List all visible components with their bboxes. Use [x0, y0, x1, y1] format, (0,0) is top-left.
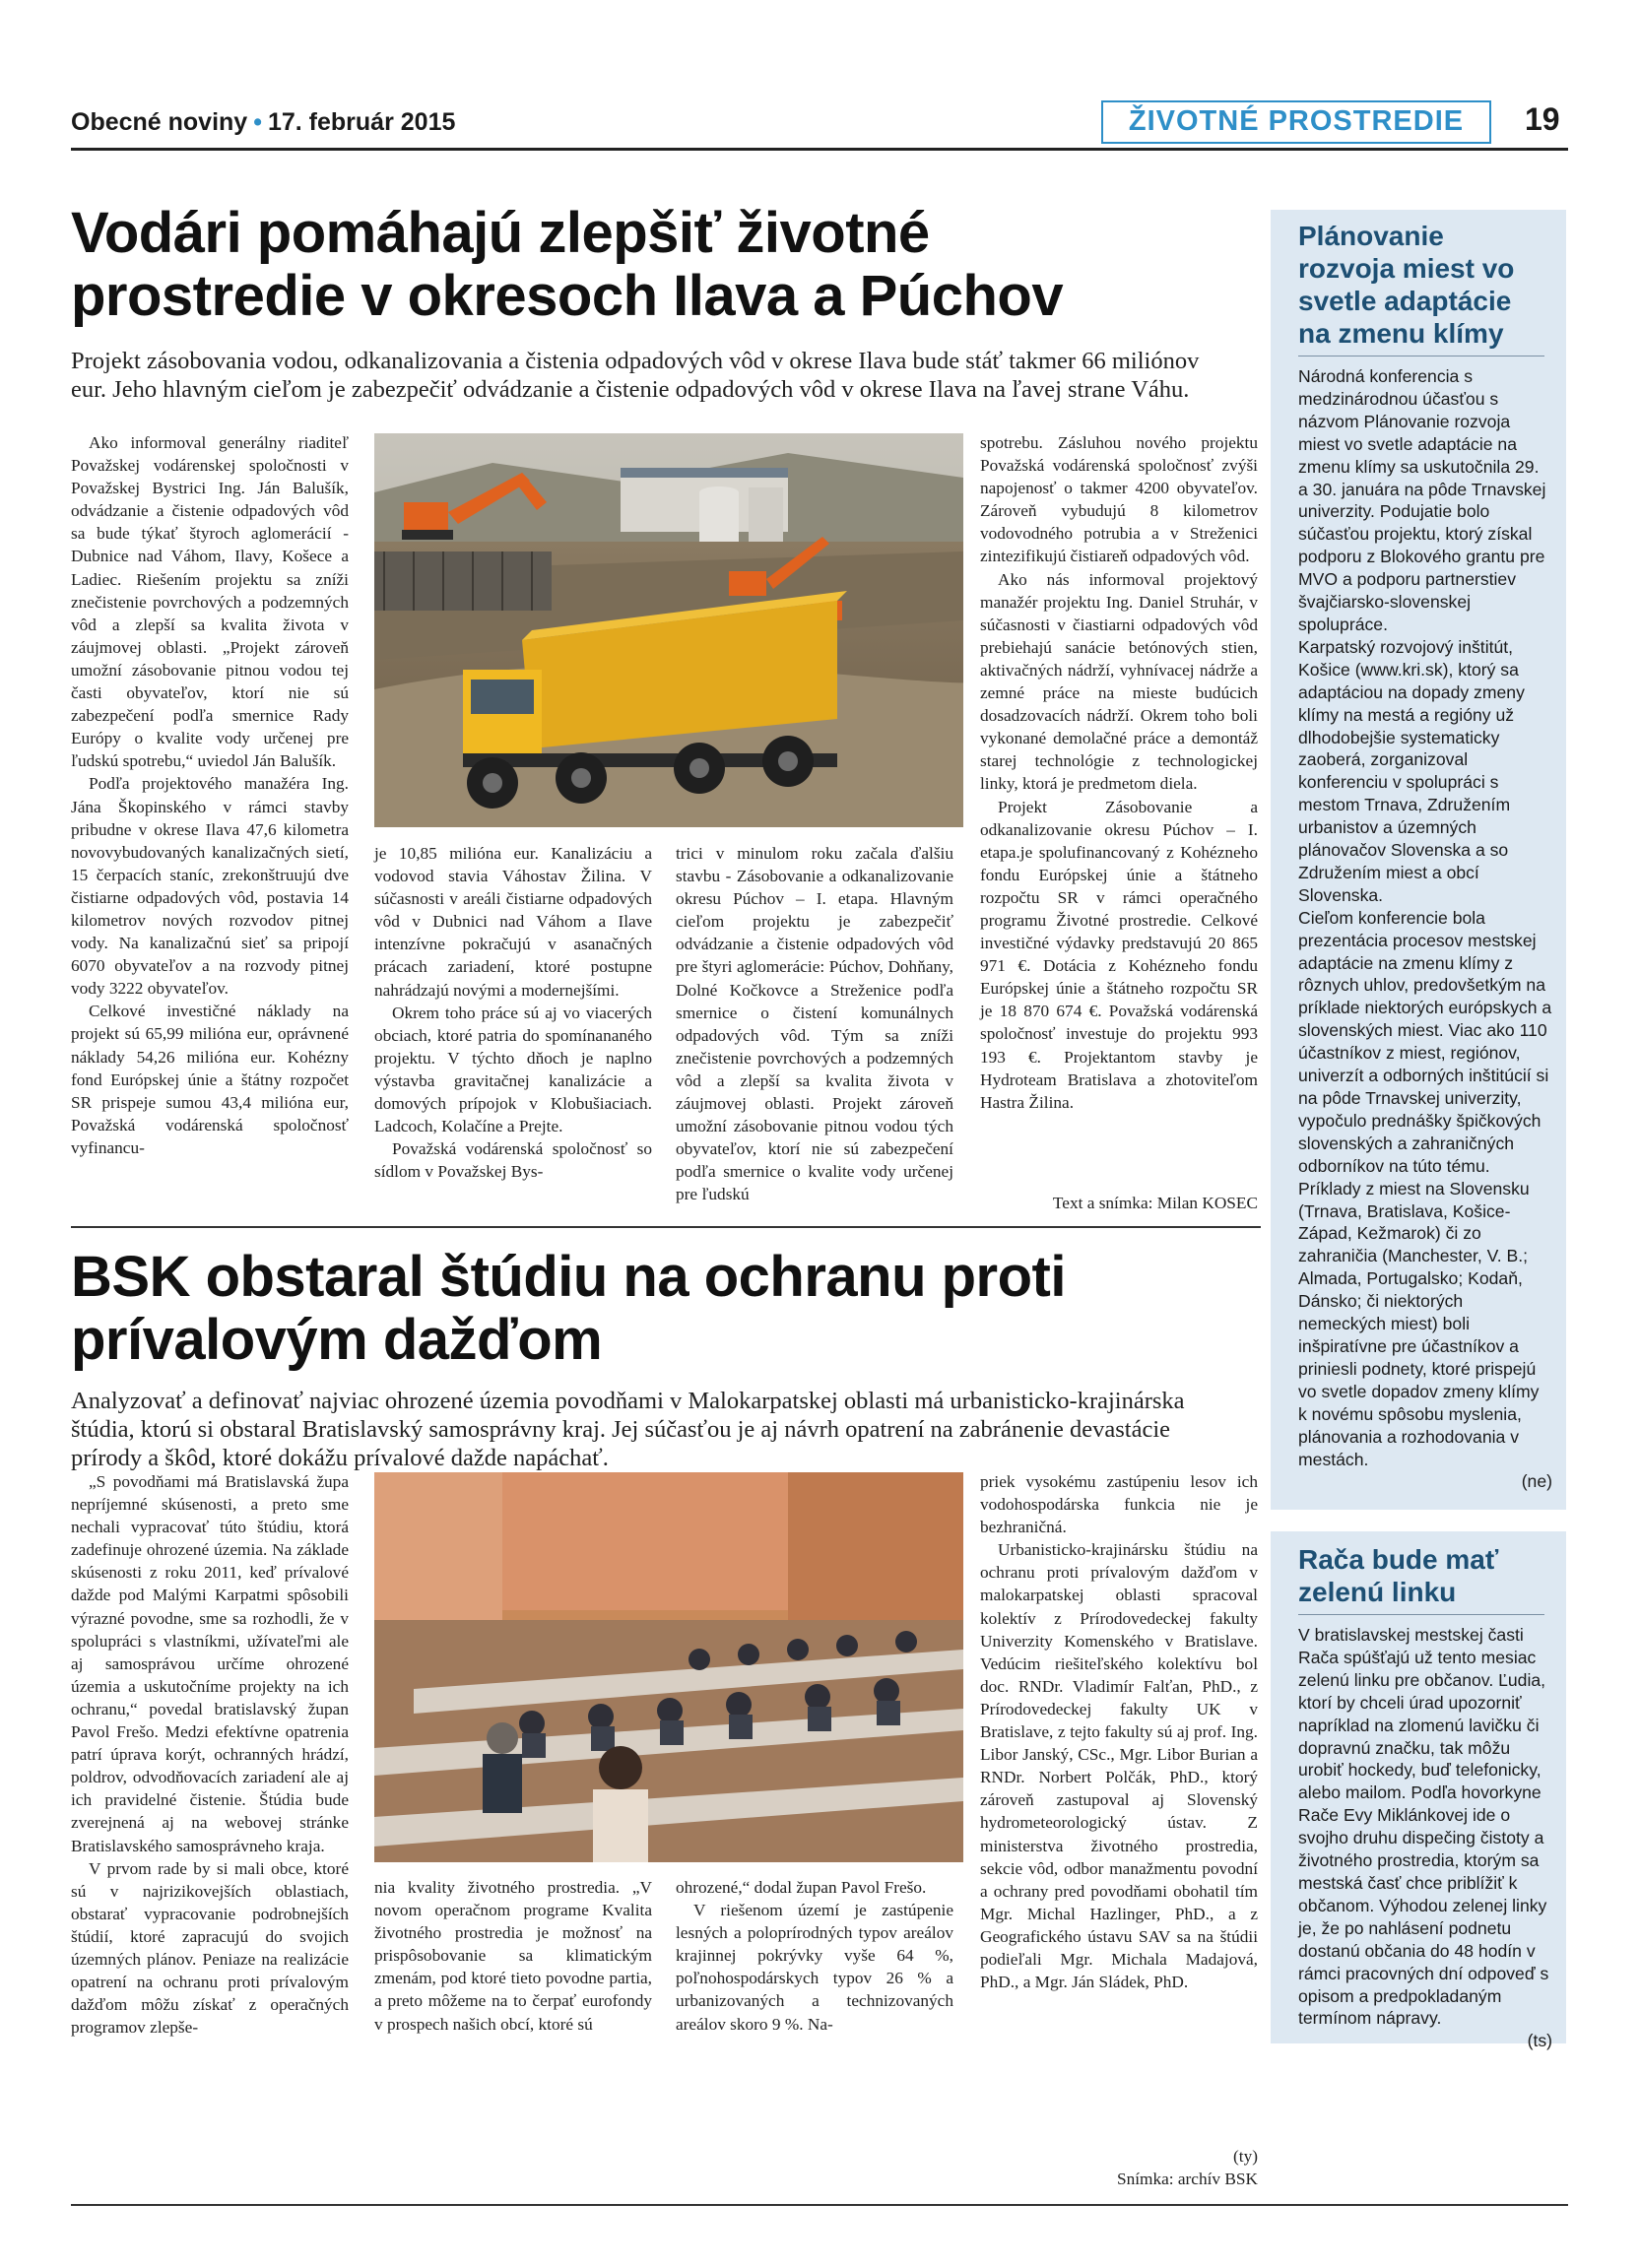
sidebar2-body [1298, 1624, 1552, 2052]
article1-col2-paragraph: Okrem toho práce sú aj vo viacerých obciach, ktoré patria do spomínananého projektu. V týchto dňoch je naplno výstavba gravitačnej kanalizácie a domových prípojok v Klobušiaciach. Ladcoch, Kolačíne a Prejte. [374, 1003, 652, 1136]
header-rule [71, 148, 1568, 151]
article1-column-3 [676, 842, 953, 1206]
article2-col2-paragraph: nia kvality životného prostredia. „V novom operačnom programe Kvalita životného prostredia je možnosť na prispôsobovanie sa klimatickým zmenám, pod ktoré tieto povodne partia, a preto môžeme na to čerpať eurofondy v prospech našich obcí, ktoré sú [374, 1878, 652, 2034]
article1-col1-paragraph: Celkové investičné náklady na projekt sú 65,99 milióna eur, oprávnené náklady 54,26 milióna eur. Kohézny fond Európskej únie a štátny rozpočet SR prispeje sumou 43,4 milióna eur, Považská vodárenská spoločnosť vyfinancu- [71, 1002, 349, 1157]
article1-column-4 [980, 431, 1258, 1114]
article2-lead: Analyzovať a definovať najviac ohrozené územia povodňami v Malokarpatskej oblasti má urbanisticko-krajinárska štúdia, ktorú si obstaral Bratislavský samosprávny kraj. Jej súčasťou je aj návrh opatrení na zabránenie devastácie prírody a škôd, ktoré dokážu prívalové dažde napáchať. [71, 1388, 1185, 1471]
article1-col2-paragraph: Považská vodárenská spoločnosť so sídlom v Považskej Bys- [374, 1139, 652, 1182]
article2-column-4 [980, 1470, 1258, 1993]
article1-col1-paragraph: Ako informoval generálny riaditeľ Považskej vodárenskej spoločnosti v Považskej Bystrici Ing. Ján Balušík, odvádzanie a čistenie odpadových vôd sa bude týkať štyroch aglomerácií - Dubnice nad Váhom, Ilavy, Košece a Ladiec. Riešením projektu sa zníži znečistenie povrchových a podzemných vôd a zlepší sa kvalita života v záujmovej oblasti. „Projekt zároveň umožní zásobovanie pitnou vodou tej časti obyvateľov, ktorí nie sú zabezpečení podľa smernice Rady Európy o kvalite vody určenej pre ľudskú spotrebu,“ uviedol Ján Balušík. [71, 433, 349, 771]
issue-date: 17. február 2015 [267, 108, 456, 136]
construction-site-photo [374, 433, 963, 827]
article-divider [71, 1226, 1261, 1228]
article2-column-2 [374, 1876, 652, 2036]
article2-photo-credit: Snímka: archív BSK [1116, 2170, 1258, 2188]
article1-col1-paragraph: Podľa projektového manažéra Ing. Jána Škopinského v rámci stavby pribudne v okrese Ilava 47,6 kilometra novovybudovaných kanalizačných sietí, 15 čerpacích staníc, zrekonštruujú dve čistiarne odpadových vôd, postavia 14 kilometrov nových rozvodov pitnej vody. Na kanalizačnú sieť sa pripojí 6070 obyvateľov a na rozvody pitnej vody 3222 obyvateľov. [71, 774, 349, 999]
article2-column-1 [71, 1470, 349, 2039]
sidebar-green-line-box [1271, 1531, 1566, 2051]
sidebar1-body [1298, 365, 1552, 1493]
article2-headline [71, 1246, 1253, 1372]
sidebar-conference-box [1271, 210, 1566, 1510]
article2-headline-line2: prívalovým dažďom [71, 1308, 603, 1372]
separator-bullet: • [253, 108, 262, 136]
article1-col2-paragraph: je 10,85 milióna eur. Kanalizáciu a vodovod stavia Váhostav Žilina. V súčasnosti v areáli čistiarne odpadových vôd v Dubnici nad Váhom a Ilave intenzívne pokračujú v asanačných prácach zariadení, ktoré postupne nahrádzajú novými a modernejšími. [374, 844, 652, 1000]
conference-hall-photo [374, 1472, 963, 1862]
article2-col4-paragraph: Urbanisticko-krajinársku štúdiu na ochranu proti prívalovým dažďom v malokarpatskej oblasti spracoval kolektív z Prírodovedeckej fakulty Univerzity Komenského v Bratislave. Vedúcim riešiteľského kolektívu bol doc. RNDr. Vladimír Falťan, PhD., z Prírodovedeckej fakulty UK v Bratislave, z tejto fakulty sú aj prof. Ing. Libor Janský, CSc., Mgr. Libor Burian a RNDr. Norbert Polčák, PhD., ktorý zároveň zastupoval aj Slovenský hydrometeorologický ústav. Z ministerstva životného prostredia, sekcie vôd, odbor manažmentu povodní a ochrany pred povodňami obohatil tím Mgr. Michal Hazlinger, PhD., a z Geografického ústavu SAV sa na štúdii podieľali Mgr. Michala Madajová, PhD., a Mgr. Ján Sládek, PhD. [980, 1540, 1258, 1992]
sidebar2-paragraph: V bratislavskej mestskej časti Rača spúšťajú už tento mesiac zelenú linku pre občanov. Ľudia, ktorí by chceli úrad upozorniť napríklad na zlomenú lavičku či dopravnú značku, tak môžu urobiť hockedy, buď telefonicky, alebo mailom. Podľa hovorkyne Rače Evy Miklánkovej ide o svojho druhu dispečing čistoty a životného prostredia, ktorým sa mestská časť chce priblížiť k občanom. Výhodou zelenej linky je, že po nahlásení podnetu dostanú občania do 48 hodín v rámci pracovných dní odpoveď s opisom a predpokladaným termínom nápravy. [1298, 1625, 1549, 2029]
article2-col1-paragraph: V prvom rade by si mali obce, ktoré sú v najrizikovejších oblastiach, obstarať vypracovanie podrobnejších štúdií, ktoré zapracujú do svojich územných plánov. Peniaze na realizácie opatrení na ochranu proti prívalovým dažďom môžu získať z operačných programov zlepše- [71, 1858, 349, 2038]
article2-col3-paragraph: ohrozené,“ dodal župan Pavol Frešo. [676, 1878, 927, 1897]
article1-col4-paragraph: spotrebu. Zásluhou nového projektu Považská vodárenská spoločnosť zvýši napojenosť o takmer 4200 obyvateľov. Zároveň vybudujú 8 kilometrov vodovodného potrubia a v Streženici zintezifikujú čistiareň odpadových vôd. [980, 433, 1258, 566]
article1-col3-paragraph: trici v minulom roku začala ďalšiu stavbu - Zásobovanie a odkanalizovanie okresu Púchov – I. etapa. Hlavným cieľom projektu je zabezpečiť odvádzanie a čistenie odpadových vôd pre štyri aglomerácie: Púchov, Dohňany, Dolné Kočkovce a Streženice podľa smernice o čistení komunálnych odpadových vôd. Tým sa zníži znečistenie povrchových a podzemných vôd a zlepší sa kvalita života v záujmovej oblasti. Projekt zároveň umožní zásobovanie pitnou vodou tých obyvateľov, ktorí nie sú zabezpečení podľa smernice o kvalite vody určenej pre ľudskú [676, 844, 953, 1204]
sidebar2-title: Rača bude mať zelenú linku [1298, 1544, 1499, 1607]
sidebar1-paragraph: Karpatský rozvojový inštitút, Košice (www.kri.sk), ktorý sa adaptáciou na dopady zmeny klímy na mestá a regióny už dlhodobejšie systematicky zaoberá, zorganizoval konferenciu v spolupráci s mestom Trnava, Združením urbanistov a územných plánovačov Slovenska a so Združením miest a obcí Slovenska. [1298, 636, 1525, 905]
article2-col1-paragraph: „S povodňami má Bratislavská župa nepríjemné skúsenosti, a preto sme nechali vypracovať túto štúdiu, ktorá zadefinuje ohrozené územia. Na základe skúsenosti z roku 2011, keď prívalové dažde pod Malými Karpatmi spôsobili výrazné povodne, sme sa rozhodli, že v spolupráci s vlastníkmi, užívateľmi ale aj samosprávou určíme ohrozené územia a uskutočníme projekty na ich ochranu,“ povedal bratislavský župan Pavol Frešo. Medzi efektívne opatrenia patrí úprava korýt, ochranných hrádzí, poldrov, odvodňovacích zariadení ale aj ich pravidelné čistenie. Štúdia bude zverejnená aj na webovej stránke Bratislavského samosprávneho kraja. [71, 1472, 349, 1855]
page-number: 19 [1525, 101, 1560, 137]
article2-column-3 [676, 1876, 953, 2036]
article1-headline [71, 202, 1253, 328]
article1-column-1 [71, 431, 349, 1159]
article1-col4-paragraph: Projekt Zásobovanie a odkanalizovanie okresu Púchov – I. etapa.je spolufinancovaný z Kohézneho fondu Európskej únie a štátneho rozpočtu SR v rámci operačného programu Životné prostredie. Celkové investičné výdavky predstavujú 20 865 971 €. Dotácia z Kohézneho fondu Európskej únie a štátneho rozpočtu SR je 18 870 674 €. Považská vodárenská spoločnosť investuje do projektu 993 193 €. Projektantom stavby je Hydroteam Bratislava a zhotoviteľom Hastra Žilina. [980, 797, 1258, 1112]
section-label: ŽIVOTNÉ PROSTREDIE [1101, 100, 1491, 144]
masthead [71, 108, 455, 137]
sidebar1-title: Plánovanie rozvoja miest vo svetle adaptácie na zmenu klímy [1298, 221, 1515, 349]
article2-signature: (ty) [1233, 2147, 1258, 2166]
article2-col4-paragraph: priek vysokému zastúpeniu lesov ich vodohospodárska funkcia nie je bezhraničná. [980, 1472, 1258, 1537]
article1-headline-line1: Vodári pomáhajú zlepšiť životné [71, 201, 930, 265]
sidebar1-signature: (ne) [1521, 1471, 1552, 1492]
sidebar1-paragraph: Národná konferencia s medzinárodnou účasťou s názvom Plánovanie rozvoja miest vo svetle adaptácie na zmenu klímy sa uskutočnila 29. a 30. januára na pôde Trnavskej univerzity. Podujatie bolo súčasťou projektu, ktorý získal podporu z Blokového grantu pre MVO a podporu partnerstiev švajčiarsko-slovenskej spolupráce. [1298, 366, 1546, 634]
publication-name: Obecné noviny [71, 108, 248, 136]
article1-lead: Projekt zásobovania vodou, odkanalizovania a čistenia odpadových vôd v okrese Ilava bude stáť takmer 66 miliónov eur. Jeho hlavným cieľom je zabezpečiť odvádzanie a čistenie odpadových vôd v okrese Ilava na ľavej strane Váhu. [71, 348, 1200, 403]
footer-rule [71, 2204, 1568, 2206]
sidebar2-signature: (ts) [1527, 2031, 1552, 2051]
article1-column-2 [374, 842, 652, 1183]
article1-headline-line2: prostredie v okresoch Ilava a Púchov [71, 264, 1064, 328]
article1-col4-paragraph: Ako nás informoval projektový manažér projektu Ing. Daniel Struhár, v súčasnosti v čiastiarni odpadových vôd prebiehajú sanácie betónových stien, aktivačných nádrží, vyhnívacej nádrže a zemné práce na mieste budúcich dosadzovacích nádrží. Okrem toho boli vykonané demolačné práce a demontáž starej technológie z technologickej linky, ktorá je predmetom diela. [980, 569, 1258, 794]
article2-headline-line1: BSK obstaral štúdiu na ochranu proti [71, 1245, 1066, 1309]
article1-credit: Text a snímka: Milan KOSEC [1052, 1194, 1258, 1212]
sidebar2-rule [1298, 1614, 1544, 1615]
article2-col3-paragraph: V riešenom území je zastúpenie lesných a poloprírodných typov areálov krajinnej pokrývky vyše 64 %, poľnohospodárskych typov 26 % a urbanizovaných a technizovaných areálov skoro 9 %. Na- [676, 1901, 953, 2034]
sidebar1-paragraph: Cieľom konferencie bola prezentácia procesov mestskej adaptácie na zmenu klímy z rôznych uhlov, predovšetkým na príklade niektorých európskych a slovenských miest. Viac ako 110 účastníkov z miest, regiónov, univerzít a odborných inštitúcií si na pôde Trnavskej univerzity, vypočulo prednášky špičkových slovenských a zahraničných odborníkov na túto tému. Príklady z miest na Slovensku (Trnava, Bratislava, Košice-Západ, Kežmarok) či zo zahraničia (Manchester, V. B.; Almada, Portugalsko; Kodaň, Dánsko; či niektorých nemeckých miest) boli inšpiratívne pre účastníkov a priniesli podnety, ktoré prispejú vo svetle dopadov zmeny klímy k novému spôsobu myslenia, plánovania a rozhodovania v mestách. [1298, 907, 1552, 1469]
